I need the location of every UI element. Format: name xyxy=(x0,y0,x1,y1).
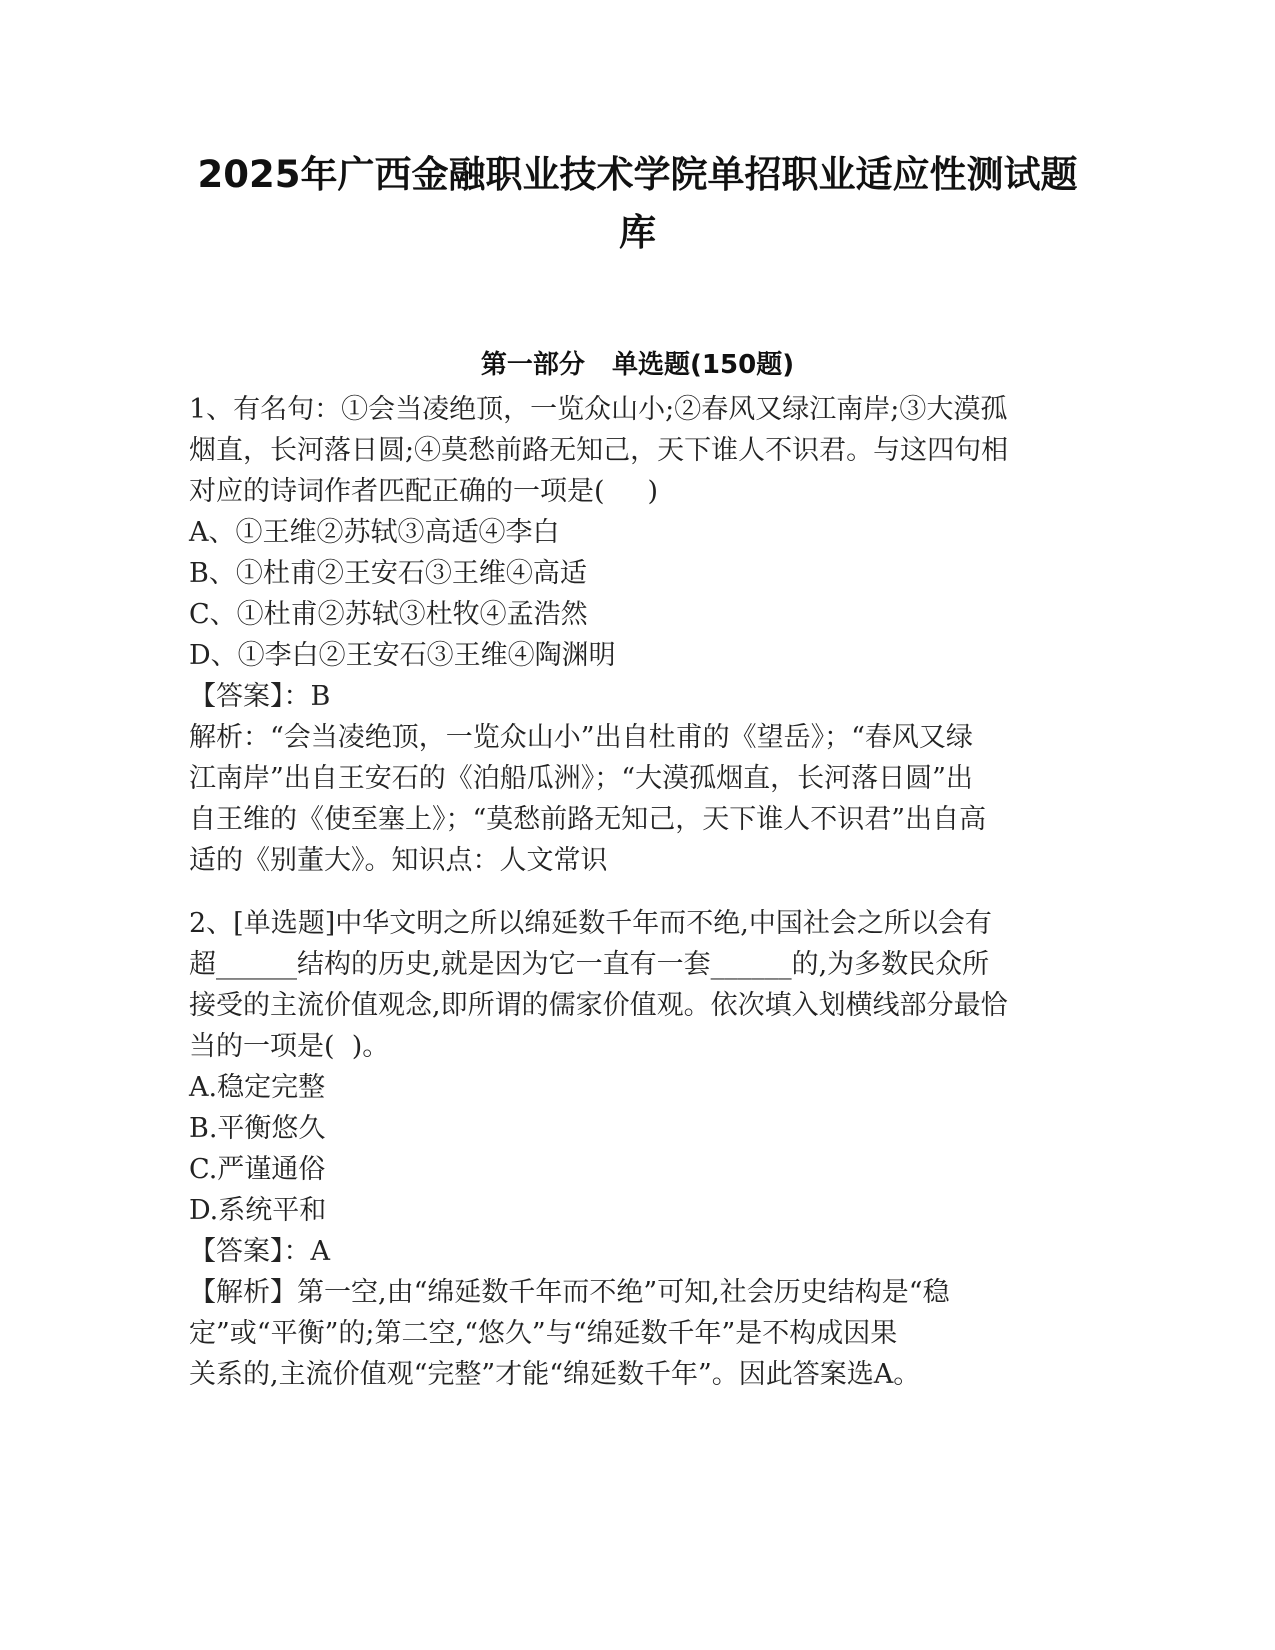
question-2-stem-line-3: 接受的主流价值观念,即所谓的儒家价值观。依次填入划横线部分最恰 xyxy=(189,990,1008,1021)
document-title-line-1: 2025年广西金融职业技术学院单招职业适应性测试题 xyxy=(197,153,1078,196)
question-2-answer: 【答案】：A xyxy=(189,1236,330,1267)
question-2-option-b: B.平衡悠久 xyxy=(189,1113,326,1144)
question-1-analysis-line-4: 适的《别董大》。知识点：人文常识 xyxy=(189,845,608,876)
question-1-option-a: A、①王维②苏轼③高适④李白 xyxy=(189,517,560,548)
question-1-option-d: D、①李白②王安石③王维④陶渊明 xyxy=(189,640,616,671)
question-2-stem-line-1: 2、[单选题]中华文明之所以绵延数千年而不绝,中国社会之所以会有 xyxy=(189,908,992,939)
question-2-analysis-line-2: 定”或“平衡”的;第二空,“悠久”与“绵延数千年”是不构成因果 xyxy=(189,1318,898,1349)
question-1-stem-line-3: 对应的诗词作者匹配正确的一项是( ) xyxy=(189,476,658,507)
question-2-option-d: D.系统平和 xyxy=(189,1195,327,1226)
question-1-stem-line-1: 1、有名句：①会当凌绝顶，一览众山小;②春风又绿江南岸;③大漠孤 xyxy=(189,394,1008,425)
question-1-stem-line-2: 烟直，长河落日圆;④莫愁前路无知己，天下谁人不识君。与这四句相 xyxy=(189,435,1009,466)
question-2-stem-line-4: 当的一项是( )。 xyxy=(189,1031,390,1062)
document-title-line-2: 库 xyxy=(619,211,656,254)
question-1-analysis-line-2: 江南岸”出自王安石的《泊船瓜洲》；“大漠孤烟直，长河落日圆”出 xyxy=(189,763,973,794)
question-1-option-b: B、①杜甫②王安石③王维④高适 xyxy=(189,558,587,589)
section-heading: 第一部分 单选题(150题) xyxy=(480,350,795,380)
question-2-option-a: A.稳定完整 xyxy=(189,1072,326,1103)
question-1-answer: 【答案】：B xyxy=(189,681,331,712)
question-2-analysis-line-3: 关系的,主流价值观“完整”才能“绵延数千年”。因此答案选A。 xyxy=(189,1359,921,1390)
question-1-analysis-line-3: 自王维的《使至塞上》；“莫愁前路无知己，天下谁人不识君”出自高 xyxy=(189,804,987,835)
question-1-analysis-line-1: 解析：“会当凌绝顶，一览众山小”出自杜甫的《望岳》；“春风又绿 xyxy=(189,722,973,753)
question-2-stem-line-2: 超______结构的历史,就是因为它一直有一套______的,为多数民众所 xyxy=(189,949,990,980)
question-2-option-c: C.严谨通俗 xyxy=(189,1154,326,1185)
question-2-analysis-line-1: 【解析】第一空,由“绵延数千年而不绝”可知,社会历史结构是“稳 xyxy=(189,1277,950,1308)
question-1-option-c: C、①杜甫②苏轼③杜牧④孟浩然 xyxy=(189,599,588,630)
